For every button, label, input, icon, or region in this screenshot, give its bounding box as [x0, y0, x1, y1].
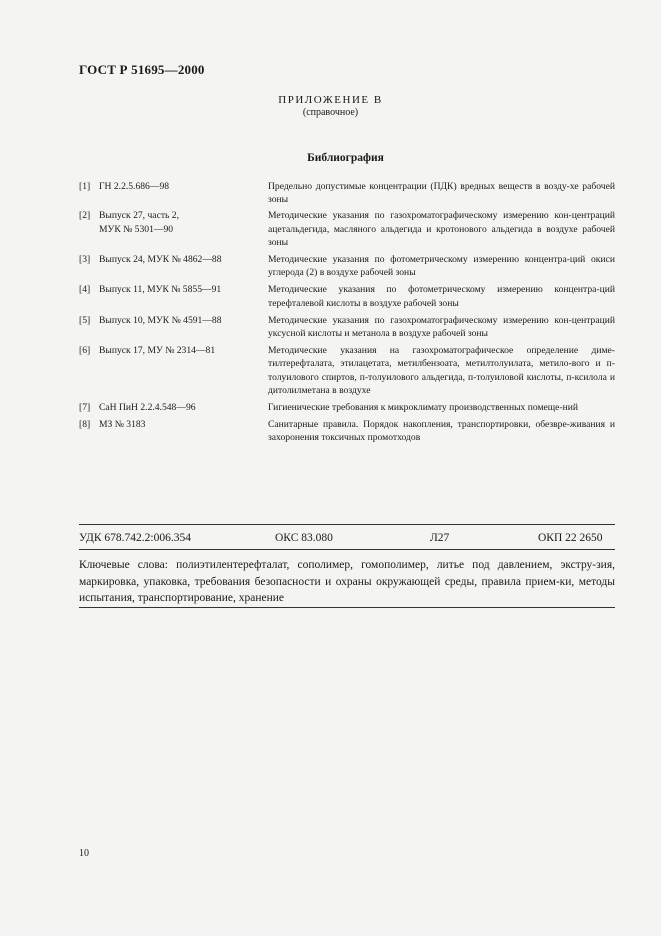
ref-source-line: МЗ № 3183	[99, 419, 146, 431]
ref-description: Методические указания по фотометрическому измерению концентра-ций окиси углерода (2) в воздухе рабочей зоны	[268, 254, 615, 279]
bibliography-item	[79, 418, 615, 444]
ref-number: [4]	[79, 284, 91, 296]
keywords: Ключевые слова: полиэтилентерефталат, сополимер, гомополимер, литье под давлением, экстру-зия, маркировка, упаковка, требования безопасности и охраны окружающей среды, правила прием-ки, методы испытания, транспортирование, хранение	[79, 559, 615, 604]
bottom-divider	[79, 607, 615, 608]
ref-description: Методические указания по фотометрическому измерению концентра-ций терефталевой кислоты в воздухе рабочей зоны	[268, 284, 615, 309]
ref-description: Санитарные правила. Порядок накопления, транспортировки, обезвре-живания и захоронения токсичных промотходов	[268, 419, 615, 444]
ref-source-line: Выпуск 11, МУК № 5855—91	[99, 284, 222, 296]
bibliography-item	[79, 283, 615, 309]
bibliography-item	[79, 401, 615, 414]
top-divider	[79, 524, 615, 525]
ref-description: Методические указания по газохроматографическому измерению кон-центраций уксусной кислоты и метанола в воздухе рабочей зоны	[268, 314, 615, 340]
ref-number: [1]	[79, 181, 91, 192]
ref-description: Методические указания по газохроматографическому измерению кон-центраций ацетальдегида, масляного альдегида и кротонового альдегида в воздухе рабочей зоны	[268, 210, 615, 248]
ref-number: [7]	[79, 402, 91, 414]
ref-source	[99, 209, 259, 235]
ref-description: Методические указания на газохроматографическое определение диме-тилтерефталата, этилацетата, метилбензоата, метилтолуилата, метило-вого и п-толуилового спиртов, п-толуилового альдегида, п-толуиловой кислоты, п-ксилола и дитолилметана в воздухе	[268, 345, 615, 396]
bibliography-item	[79, 253, 615, 279]
ref-source	[99, 180, 259, 193]
udk-code: УДК 678.742.2:006.354	[79, 532, 191, 544]
page-number: 10	[79, 848, 89, 859]
oks-code: ОКС 83.080	[275, 532, 333, 544]
ref-source-line: Выпуск 24, МУК № 4862—88	[99, 254, 222, 266]
l-code: Л27	[430, 532, 450, 544]
bibliography-item	[79, 314, 615, 340]
ref-number: [6]	[79, 345, 91, 357]
bibliography-item	[79, 180, 615, 206]
ref-source	[99, 283, 259, 296]
ref-source-line: МУК № 5301—90	[99, 223, 174, 235]
ref-source	[99, 401, 259, 414]
ref-source-line: Выпуск 10, МУК № 4591—88	[99, 314, 222, 326]
bibliography-list	[79, 180, 615, 445]
ref-source	[99, 344, 259, 357]
ref-source-line: ГН 2.2.5.686—98	[99, 181, 170, 192]
ref-source	[99, 253, 259, 266]
ref-number: [2]	[79, 210, 91, 222]
ref-number: [5]	[79, 314, 91, 326]
bibliography-title: Библиография	[307, 152, 384, 164]
ref-number: [3]	[79, 254, 91, 266]
ref-description: Предельно допустимые концентрации (ПДК) вредных веществ в возду-хе рабочей зоны	[268, 181, 615, 206]
bibliography-item	[79, 209, 615, 249]
ref-source	[99, 314, 259, 327]
ref-source	[99, 418, 259, 431]
middle-divider	[79, 549, 615, 550]
okp-code: ОКП 22 2650	[538, 532, 603, 544]
appendix-subtitle: (справочное)	[302, 107, 359, 118]
ref-source-line: СаН ПиН 2.2.4.548—96	[99, 402, 196, 414]
ref-source-line: Выпуск 27, часть 2,	[99, 210, 179, 222]
appendix-title: ПРИЛОЖЕНИЕ В	[278, 94, 383, 106]
bibliography-item	[79, 344, 615, 397]
ref-description: Гигиенические требования к микроклимату производственных помеще-ний	[268, 402, 579, 414]
document-id: ГОСТ Р 51695—2000	[79, 62, 205, 77]
ref-source-line: Выпуск 17, МУ № 2314—81	[99, 345, 216, 357]
ref-number: [8]	[79, 419, 91, 431]
